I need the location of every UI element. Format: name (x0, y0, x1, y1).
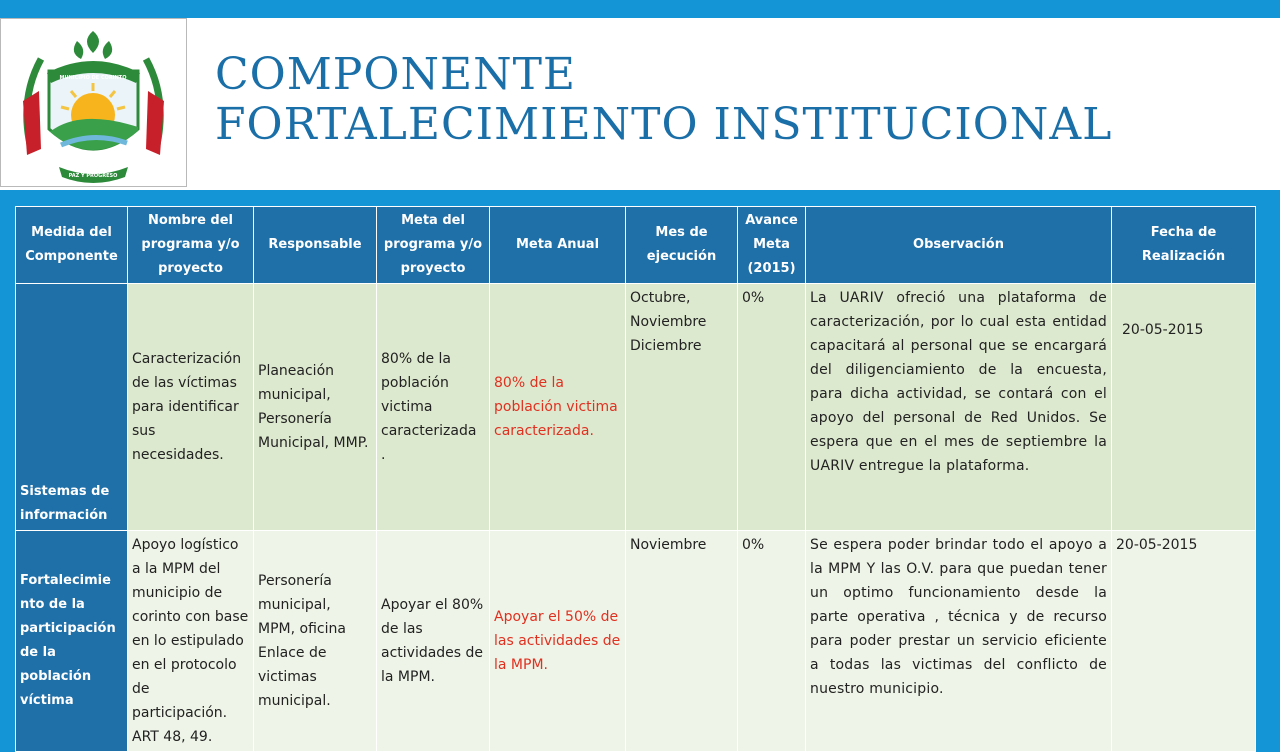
header-avance: Avance Meta (2015) (738, 207, 806, 284)
cell-responsable: Personería municipal, MPM, oficina Enlace de victimas municipal. (254, 531, 377, 752)
table-header-row (16, 207, 1256, 284)
table-row (16, 531, 1256, 752)
page-title (215, 50, 1112, 150)
title-line-1: COMPONENTE (215, 49, 577, 100)
cell-fecha: 20-05-2015 (1112, 531, 1256, 752)
header-responsable: Responsable (254, 207, 377, 284)
cell-observacion: Se espera poder brindar todo el apoyo a la MPM Y las O.V. para que puedan tener un optimo funcionamiento desde la parte operativa , técnica y de recurso para poder prestar un servicio eficiente a todas las victimas del conflicto de nuestro municipio. (806, 531, 1112, 752)
cell-avance: 0% (738, 531, 806, 752)
header-medida: Medida del Componente (16, 207, 128, 284)
municipal-logo (0, 18, 187, 187)
cell-programa: Apoyo logístico a la MPM del municipio de corinto con base en lo estipulado en el protocolo de participación. ART 48, 49. (128, 531, 254, 752)
header-meta-programa: Meta del programa y/o proyecto (377, 207, 490, 284)
components-table (15, 206, 1256, 752)
cell-meta-programa: Apoyar el 80% de las actividades de la MPM. (377, 531, 490, 752)
header-observacion: Observación (806, 207, 1112, 284)
header-mes: Mes de ejecución (626, 207, 738, 284)
cell-meta-anual: Apoyar el 50% de las actividades de la MPM. (490, 531, 626, 752)
components-table-container (15, 206, 1255, 745)
cell-responsable: Planeación municipal, Personería Municipal, MMP. (254, 284, 377, 531)
header-fecha: Fecha de Realización (1112, 207, 1256, 284)
logo-top-text: MUNICIPIO DE CORINTO (59, 75, 127, 81)
table-row (16, 284, 1256, 531)
cell-programa: Caracterización de las víctimas para identificar sus necesidades. (128, 284, 254, 531)
header-programa: Nombre del programa y/o proyecto (128, 207, 254, 284)
cell-meta-anual: 80% de la población victima caracterizada. (490, 284, 626, 531)
cell-mes: Octubre, Noviembre Diciembre (626, 284, 738, 531)
coat-of-arms-icon (1, 19, 186, 186)
cell-meta-programa: 80% de la población victima caracterizada . (377, 284, 490, 531)
cell-mes: Noviembre (626, 531, 738, 752)
cell-medida: Fortalecimie nto de la participación de la población víctima (16, 531, 128, 752)
logo-motto-text: PAZ Y PROGRESO (68, 173, 118, 179)
cell-observacion: La UARIV ofreció una plataforma de caracterización, por lo cual esta entidad capacitará al personal que se encargará del diligenciamiento de la encuesta, para dicha actividad, se contará con el apoyo del personal de Red Unidos. Se espera que en el mes de septiembre la UARIV entregue la plataforma. (806, 284, 1112, 531)
cell-medida: Sistemas de información (16, 284, 128, 531)
cell-fecha: 20-05-2015 (1112, 284, 1256, 531)
header-meta-anual: Meta Anual (490, 207, 626, 284)
title-line-2: FORTALECIMIENTO INSTITUCIONAL (215, 99, 1113, 150)
cell-avance: 0% (738, 284, 806, 531)
